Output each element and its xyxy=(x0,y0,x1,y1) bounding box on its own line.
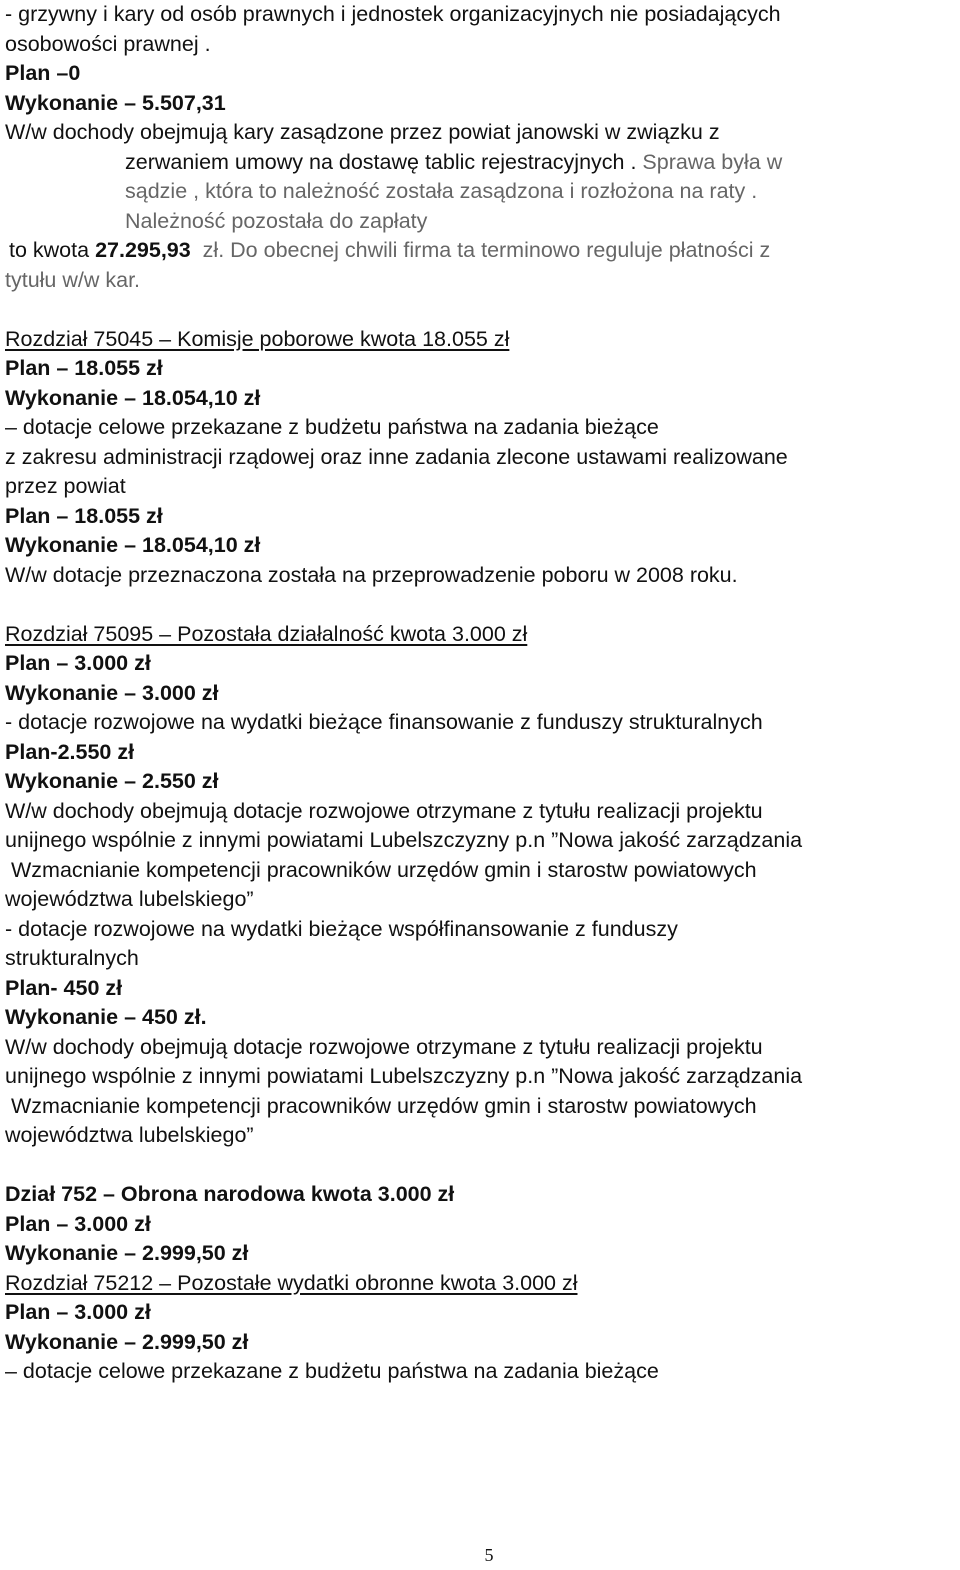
text-line: Należność pozostała do zapłaty xyxy=(125,208,428,233)
text-fragment: to kwota xyxy=(9,238,90,262)
text-fragment: Do obecnej chwili firma ta terminowo reguluje płatności z xyxy=(230,238,771,262)
section-heading: Rozdział 75045 – Komisje poborowe kwota 18.055 zł xyxy=(5,326,510,351)
division-heading: Dział 752 – Obrona narodowa kwota 3.000 zł xyxy=(5,1182,455,1206)
text-line: - dotacje rozwojowe na wydatki bieżące finansowanie z funduszy strukturalnych xyxy=(5,710,763,734)
execution-line: Wykonanie – 5.507,31 xyxy=(5,90,226,115)
text-line: W/w dochody obejmują dotacje rozwojowe otrzymane z tytułu realizacji projektu xyxy=(5,798,763,823)
plan-line: Plan – 18.055 zł xyxy=(5,503,163,528)
text-line: tytułu w/w kar. xyxy=(5,267,141,292)
text-fragment: zerwaniem umowy na dostawę tablic rejestracyjnych . xyxy=(125,149,637,174)
plan-line: Plan – 3.000 zł xyxy=(5,1211,151,1236)
execution-line: Wykonanie – 2.550 zł xyxy=(5,769,219,793)
text-line: województwa lubelskiego” xyxy=(5,1123,254,1147)
plan-line: Plan – 3.000 zł xyxy=(5,651,151,675)
text-line: - grzywny i kary od osób prawnych i jednostek organizacyjnych nie posiadających xyxy=(5,2,781,26)
execution-line: Wykonanie – 450 zł. xyxy=(5,1005,207,1029)
text-line: strukturalnych xyxy=(5,946,139,970)
text-line: unijnego wspólnie z innymi powiatami Lubelszczyzny p.n ”Nowa jakość zarządzania xyxy=(5,828,803,852)
text-line: W/w dotacje przeznaczona została na przeprowadzenie poboru w 2008 roku. xyxy=(5,562,738,587)
text-line xyxy=(5,148,957,178)
text-line: województwa lubelskiego” xyxy=(5,887,254,911)
plan-line: Plan- 450 zł xyxy=(5,975,123,1000)
text-line: – dotacje celowe przekazane z budżetu państwa na zadania bieżące xyxy=(5,1359,659,1383)
section-heading: Rozdział 75095 – Pozostała działalność kwota 3.000 zł xyxy=(5,621,528,646)
amount-fragment: 27.295,93 xyxy=(95,238,191,262)
text-line: przez powiat xyxy=(5,474,126,498)
text-fragment: Sprawa była w xyxy=(642,149,783,174)
document-body xyxy=(5,0,957,1387)
execution-line: Wykonanie – 2.999,50 zł xyxy=(5,1241,249,1265)
section-heading: Rozdział 75212 – Pozostałe wydatki obronne kwota 3.000 zł xyxy=(5,1270,578,1295)
execution-line: Wykonanie – 3.000 zł xyxy=(5,680,219,705)
text-line: Wzmacnianie kompetencji pracowników urzędów gmin i starostw powiatowych xyxy=(11,1093,757,1118)
text-line: sądzie , która to należność została zasądzona i rozłożona na raty . xyxy=(125,179,758,203)
text-line: – dotacje celowe przekazane z budżetu państwa na zadania bieżące xyxy=(5,415,659,439)
text-line: - dotacje rozwojowe na wydatki bieżące współfinansowanie z funduszy xyxy=(5,916,678,941)
execution-line: Wykonanie – 18.054,10 zł xyxy=(5,385,261,410)
plan-line: Plan – 18.055 zł xyxy=(5,356,163,380)
text-line: z zakresu administracji rządowej oraz inne zadania zlecone ustawami realizowane xyxy=(5,444,788,469)
plan-line: Plan-2.550 zł xyxy=(5,739,135,764)
text-fragment: zł. xyxy=(202,238,225,262)
execution-line: Wykonanie – 2.999,50 zł xyxy=(5,1329,249,1354)
text-line: W/w dochody obejmują kary zasądzone przez powiat janowski w związku z xyxy=(5,120,720,144)
text-line xyxy=(5,236,957,266)
plan-line: Plan –0 xyxy=(5,61,81,85)
page-number: 5 xyxy=(484,1545,494,1565)
plan-line: Plan – 3.000 zł xyxy=(5,1300,151,1324)
text-line: Wzmacnianie kompetencji pracowników urzędów gmin i starostw powiatowych xyxy=(11,857,757,882)
text-line: unijnego wspólnie z innymi powiatami Lubelszczyzny p.n ”Nowa jakość zarządzania xyxy=(5,1064,803,1088)
text-line: osobowości prawnej . xyxy=(5,31,211,56)
text-line: W/w dochody obejmują dotacje rozwojowe otrzymane z tytułu realizacji projektu xyxy=(5,1034,763,1059)
execution-line: Wykonanie – 18.054,10 zł xyxy=(5,533,261,557)
